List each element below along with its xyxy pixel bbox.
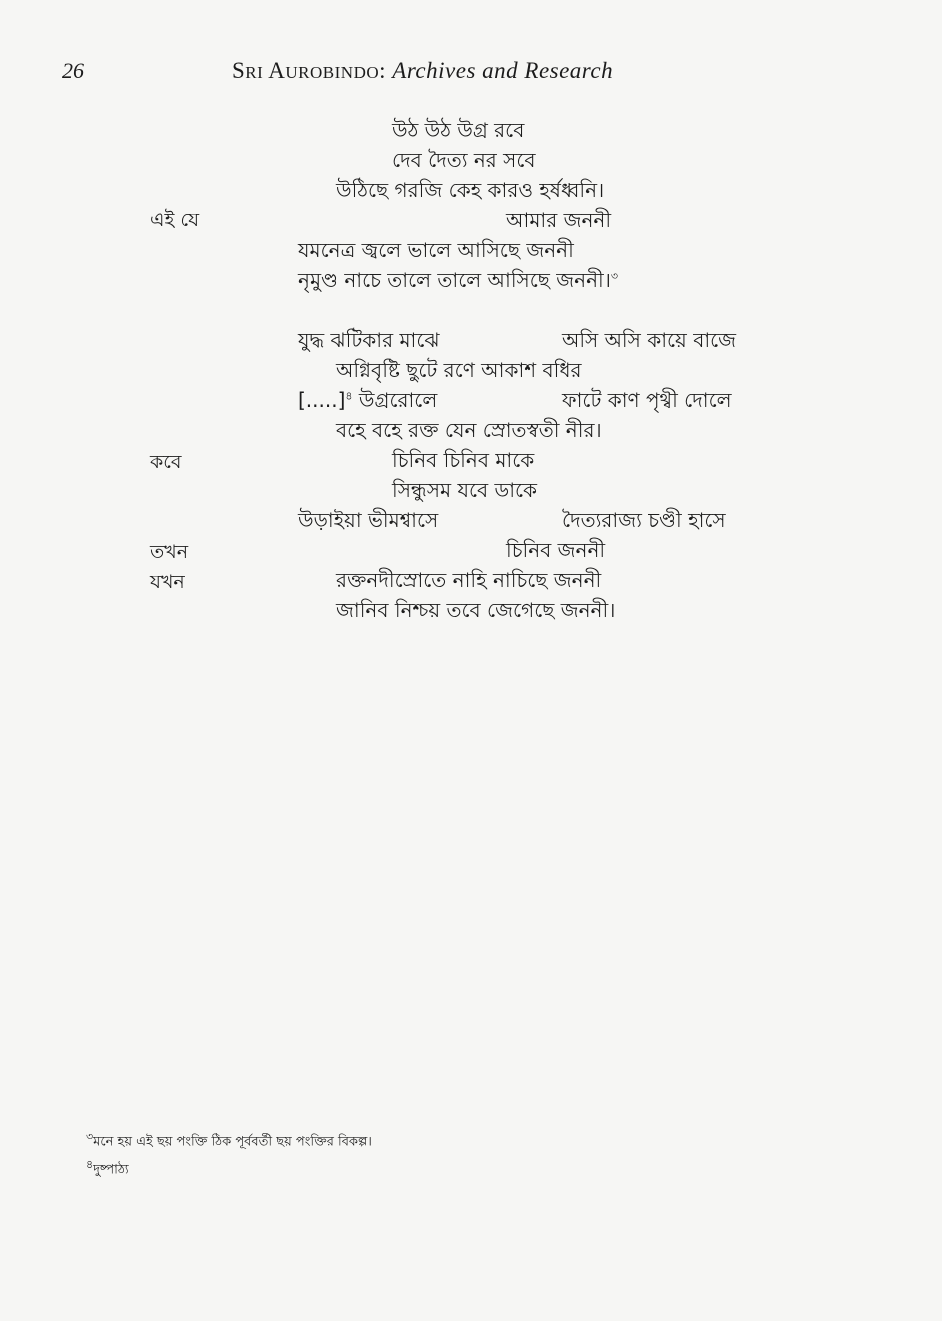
poem-line: জানিব নিশ্চয় তবে জেগেছে জননী। [336, 598, 616, 622]
footnote-4: $^৪$দুষ্পাঠ্য [86, 1158, 129, 1178]
poem-line: যুদ্ধ ঝটিকার মাঝে [298, 328, 440, 352]
footnote-3: $^৩$মনে হয় এই ছয় পংক্তি ঠিক পূর্ববর্তী ছয় পংক্তির বিকল্প। [86, 1130, 372, 1150]
running-header [232, 58, 613, 84]
poem-line: দেব দৈত্য নর সবে [392, 148, 536, 172]
poem-line: অসি অসি কায়ে বাজে [562, 328, 737, 352]
poem-line: [.....]$^৪$ উগ্ররোলে [298, 388, 438, 412]
poem-line: নৃমুণ্ড নাচে তালে তালে আসিছে জননী।$^৩$ [298, 268, 619, 292]
page-number: 26 [62, 58, 84, 83]
footnote-marker: ৩ [610, 269, 619, 283]
margin-note-jakhan: যখন [150, 571, 185, 593]
margin-note-takhan: তখন [150, 541, 189, 563]
footnote-marker: ৪ [345, 389, 353, 403]
journal-title: Archives and Research [392, 58, 614, 83]
poem-line: দৈত্যরাজ্য চণ্ডী হাসে [562, 508, 726, 532]
poem-line: উঠিছে গরজি কেহ কারও হর্ষধ্বনি। [336, 178, 605, 202]
poem-line: আমার জননী [506, 208, 612, 232]
poem-line: চিনিব জননী [506, 538, 606, 562]
author-last-initial: A [268, 58, 286, 83]
poem-line: সিন্ধুসম যবে ডাকে [392, 478, 538, 502]
poem-line: রক্তনদীস্রোতে নাহি নাচিছে জননী [336, 568, 602, 592]
poem-line: অগ্নিবৃষ্টি ছুটে রণে আকাশ বধির [336, 358, 582, 382]
margin-note-kabe: কবে [150, 451, 182, 473]
poem-line: যমনেত্র জ্বলে ভালে আসিছে জননী [298, 238, 574, 262]
poem-line: উঠ উঠ উগ্র রবে [392, 118, 525, 142]
author-last-rest: UROBINDO [285, 63, 380, 82]
poem-line: চিনিব চিনিব মাকে [392, 448, 535, 472]
poem-line: বহে বহে রক্ত যেন স্রোতস্বতী নীর। [336, 418, 602, 442]
author-initial: S [232, 58, 246, 83]
author-first-rest: RI [245, 63, 264, 82]
header-colon: : [379, 58, 387, 83]
margin-note-ei-je: এই যে [150, 209, 200, 231]
poem-line: উড়াইয়া ভীমশ্বাসে [298, 508, 439, 532]
poem-line: ফাটে কাণ পৃথ্বী দোলে [562, 388, 732, 412]
